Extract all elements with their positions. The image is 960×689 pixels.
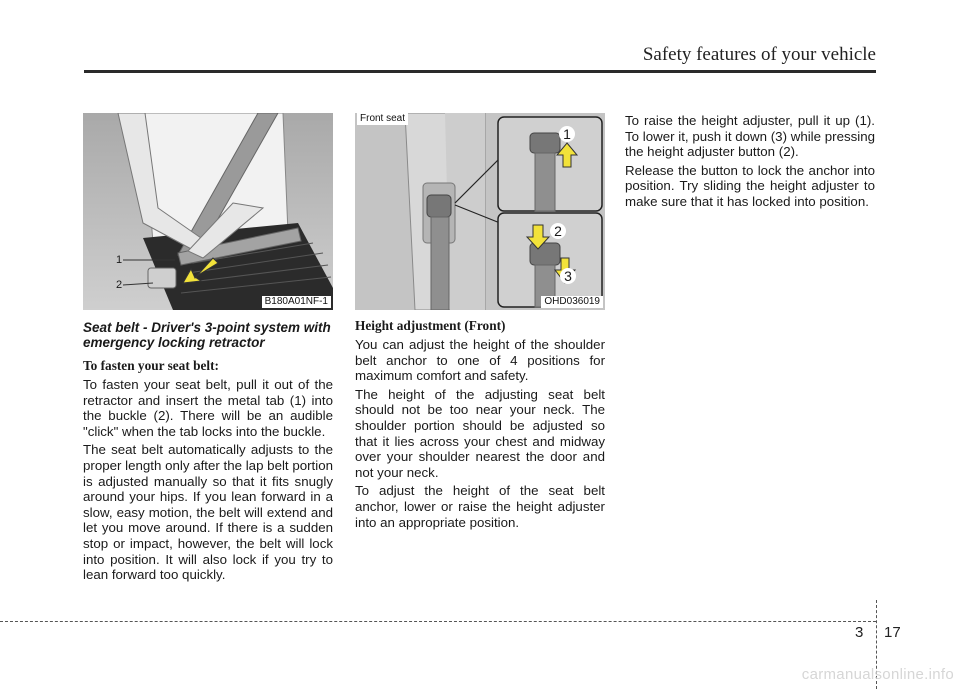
column-2 [355,113,605,533]
subtitle-height-adjustment: Height adjustment (Front) [355,318,506,333]
callout-1: 1 [559,126,575,142]
figure-code: B180A01NF-1 [262,296,331,308]
page-number: 17 [884,624,901,641]
paragraph: Release the button to lock the anchor into position. Try sliding the height adjuster to make sure that it has locked into position. [625,162,875,209]
paragraph: The height of the adjusting seat belt should not be too near your neck. The shoulder portion should be adjusted so that it lies across your chest and midway over your shoulder nearest the door and not your neck. [355,386,605,480]
paragraph: The seat belt automatically adjusts to the proper length only after the lap belt portion is adjusted manually so that it fits snugly around your hips. If you lean forward in a slow, easy motion, the belt will extend and let you move around. If there is a sudden stop or impact, however, the belt will lock into position. It will also lock if you try to lean forward too quickly. [83,442,333,583]
paragraph: To fasten your seat belt, pull it out of the retractor and insert the metal tab (1) into the buckle (2). There will be an audible "click" when the tab locks into the buckle. [83,377,333,439]
figure-code: OHD036019 [541,296,603,308]
figure-height-adjuster [355,113,605,310]
column-1 [83,113,333,586]
header-rule [84,70,876,73]
callout-2: 2 [550,223,566,239]
callout-2: 2 [116,279,123,291]
subtitle-fasten: To fasten your seat belt: [83,358,219,373]
figure-caption: Front seat [357,113,408,125]
paragraph: To raise the height adjuster, pull it up (1). To lower it, push it down (3) while pressing the height adjuster button (2). [625,113,875,160]
header-title: Safety features of your vehicle [642,44,876,65]
callout-1: 1 [116,254,123,266]
chapter-number: 3 [855,624,864,641]
callout-3: 3 [560,268,576,284]
column-3 [625,113,875,213]
watermark: carmanualsonline.info [801,666,954,683]
paragraph: To adjust the height of the seat belt anchor, lower or raise the height adjuster into an appropriate position. [355,483,605,530]
footer-rule [0,621,876,622]
figure-seat-belt-fastening [83,113,333,310]
section-title: Seat belt - Driver's 3-point system with emergency locking retractor [83,320,331,350]
paragraph: You can adjust the height of the shoulder belt anchor to one of 4 positions for maximum comfort and safety. [355,337,605,384]
